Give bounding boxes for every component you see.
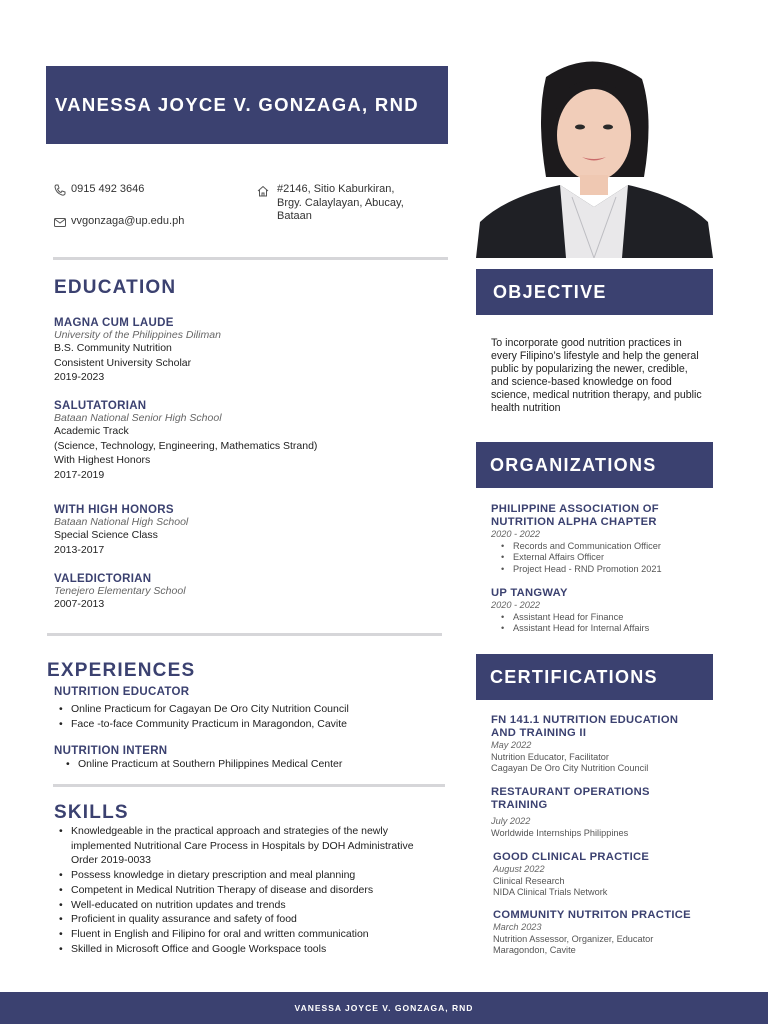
list-item: • Assistant Head for Finance [507, 612, 706, 624]
list-item: • Assistant Head for Internal Affairs [507, 623, 706, 635]
certification-entry [493, 851, 708, 899]
certification-date: May 2022 [491, 740, 532, 750]
organization-entry [491, 503, 706, 575]
certification-title: RESTAURANT OPERATIONS TRAINING [491, 786, 650, 811]
footer-bar [0, 992, 768, 1024]
divider [53, 257, 448, 260]
footer-name: VANESSA JOYCE V. GONZAGA, RND [294, 1003, 474, 1013]
skills-heading: SKILLS [54, 802, 129, 823]
certification-line: Clinical Research [493, 875, 565, 886]
education-entry [54, 573, 186, 612]
list-item: • Records and Communication Officer [507, 541, 706, 553]
education-entry-title: VALEDICTORIAN [54, 573, 152, 585]
profile-photo [476, 57, 713, 258]
address-line: Bataan [277, 210, 312, 222]
phone-number: 0915 492 3646 [71, 183, 145, 196]
education-line: 2017-2019 [54, 469, 105, 482]
name-banner [46, 66, 448, 144]
divider [53, 784, 445, 787]
certification-date: March 2023 [493, 922, 542, 932]
address-line: Brgy. Calaylayan, Abucay, [277, 196, 404, 209]
education-heading: EDUCATION [54, 277, 177, 298]
list-item: • Online Practicum at Southern Philippines Medical Center [72, 757, 444, 772]
organization-title: UP TANGWAY [491, 587, 568, 599]
list-item: • Face -to-face Community Practicum in Maragondon, Cavite [65, 717, 444, 732]
education-line: With Highest Honors [54, 454, 151, 467]
certification-title: GOOD CLINICAL PRACTICE [493, 851, 650, 863]
objective-banner [476, 269, 713, 315]
experience-title: NUTRITION EDUCATOR [54, 686, 190, 698]
address-line: #2146, Sitio Kaburkiran, [277, 183, 395, 195]
education-line: Academic Track [54, 425, 129, 437]
certification-entry [491, 714, 706, 775]
education-entry [54, 504, 188, 557]
list-item: • Well-educated on nutrition updates and trends [65, 898, 425, 913]
education-school: Bataan National High School [54, 516, 189, 528]
list-item: • Knowledgeable in the practical approach and strategies of the newly implemented Nutritional Care Process in Hospitals by DOH Administrative Order 2019-0033 [65, 824, 425, 868]
experience-list [54, 702, 444, 731]
address [277, 183, 404, 224]
certification-line: Maragondon, Cavite [493, 945, 576, 955]
divider [47, 633, 442, 636]
phone-row [53, 183, 144, 197]
organizations-heading: ORGANIZATIONS [490, 454, 657, 475]
list-item: • Project Head - RND Promotion 2021 [507, 564, 706, 576]
organization-title: PHILIPPINE ASSOCIATION OF NUTRITION ALPHA CHAPTER [491, 503, 659, 528]
certification-title: FN 141.1 NUTRITION EDUCATION AND TRAINING II [491, 714, 679, 739]
certification-date: August 2022 [493, 864, 545, 874]
email-address: vvgonzaga@up.edu.ph [71, 215, 185, 228]
experience-entry [54, 686, 444, 731]
email-row [53, 215, 184, 229]
education-school: Bataan National Senior High School [54, 412, 222, 424]
experience-entry [54, 745, 444, 772]
list-item: • Competent in Medical Nutrition Therapy of disease and disorders [65, 883, 425, 898]
certifications-banner [476, 654, 713, 700]
phone-icon [53, 183, 67, 197]
education-school: Tenejero Elementary School [54, 585, 186, 597]
certification-entry [493, 909, 708, 957]
mail-icon [53, 215, 67, 229]
home-icon [256, 184, 270, 198]
organization-entry [491, 587, 706, 635]
organization-roles [491, 541, 706, 576]
organization-date: 2020 - 2022 [491, 600, 541, 610]
education-school: University of the Philippines Diliman [54, 329, 221, 341]
organizations-banner [476, 442, 713, 488]
experiences-heading: EXPERIENCES [47, 660, 196, 681]
organization-date: 2020 - 2022 [491, 529, 541, 539]
certification-entry [491, 786, 681, 839]
education-line: 2013-2017 [54, 543, 105, 556]
certification-line: Nutrition Assessor, Organizer, Educator [493, 933, 654, 944]
education-line: Consistent University Scholar [54, 356, 192, 369]
certifications-heading: CERTIFICATIONS [490, 666, 658, 687]
list-item: • Online Practicum for Cagayan De Oro City Nutrition Council [65, 702, 444, 717]
education-entry [54, 317, 221, 385]
list-item: • Possess knowledge in dietary prescription and meal planning [65, 868, 425, 883]
education-entry-title: SALUTATORIAN [54, 400, 147, 412]
experience-list [54, 757, 444, 772]
education-line: 2007-2013 [54, 598, 105, 610]
skills-list [54, 824, 425, 956]
list-item: • Proficient in quality assurance and safety of food [65, 912, 425, 927]
education-line: 2019-2023 [54, 371, 105, 384]
page-title: VANESSA JOYCE V. GONZAGA, RND [55, 94, 419, 115]
list-item: • Skilled in Microsoft Office and Google Workspace tools [65, 942, 425, 957]
certification-line: Nutrition Educator, Facilitator [491, 751, 609, 762]
education-line: (Science, Technology, Engineering, Mathematics Strand) [54, 439, 318, 452]
education-line: Special Science Class [54, 529, 158, 541]
certification-line: Cagayan De Oro City Nutrition Council [491, 763, 649, 773]
objective-heading: OBJECTIVE [493, 281, 607, 302]
certification-line: NIDA Clinical Trials Network [493, 887, 608, 897]
list-item: • Fluent in English and Filipino for oral and written communication [65, 927, 425, 942]
certification-date: July 2022 [491, 816, 531, 826]
education-entry-title: MAGNA CUM LAUDE [54, 317, 174, 329]
objective-text: To incorporate good nutrition practices in every Filipino’s lifestyle and help the general public by popularizing the newer, credible, and science-based knowledge on food science, medical nutrition therapy, and public health nutrition [491, 337, 702, 414]
education-entry-title: WITH HIGH HONORS [54, 504, 174, 516]
experience-title: NUTRITION INTERN [54, 745, 168, 757]
list-item: • External Affairs Officer [507, 552, 706, 564]
certification-title: COMMUNITY NUTRITON PRACTICE [493, 909, 691, 921]
organization-roles [491, 612, 706, 635]
education-line: B.S. Community Nutrition [54, 342, 172, 354]
certification-line: Worldwide Internships Philippines [491, 827, 629, 838]
education-entry [54, 400, 317, 483]
